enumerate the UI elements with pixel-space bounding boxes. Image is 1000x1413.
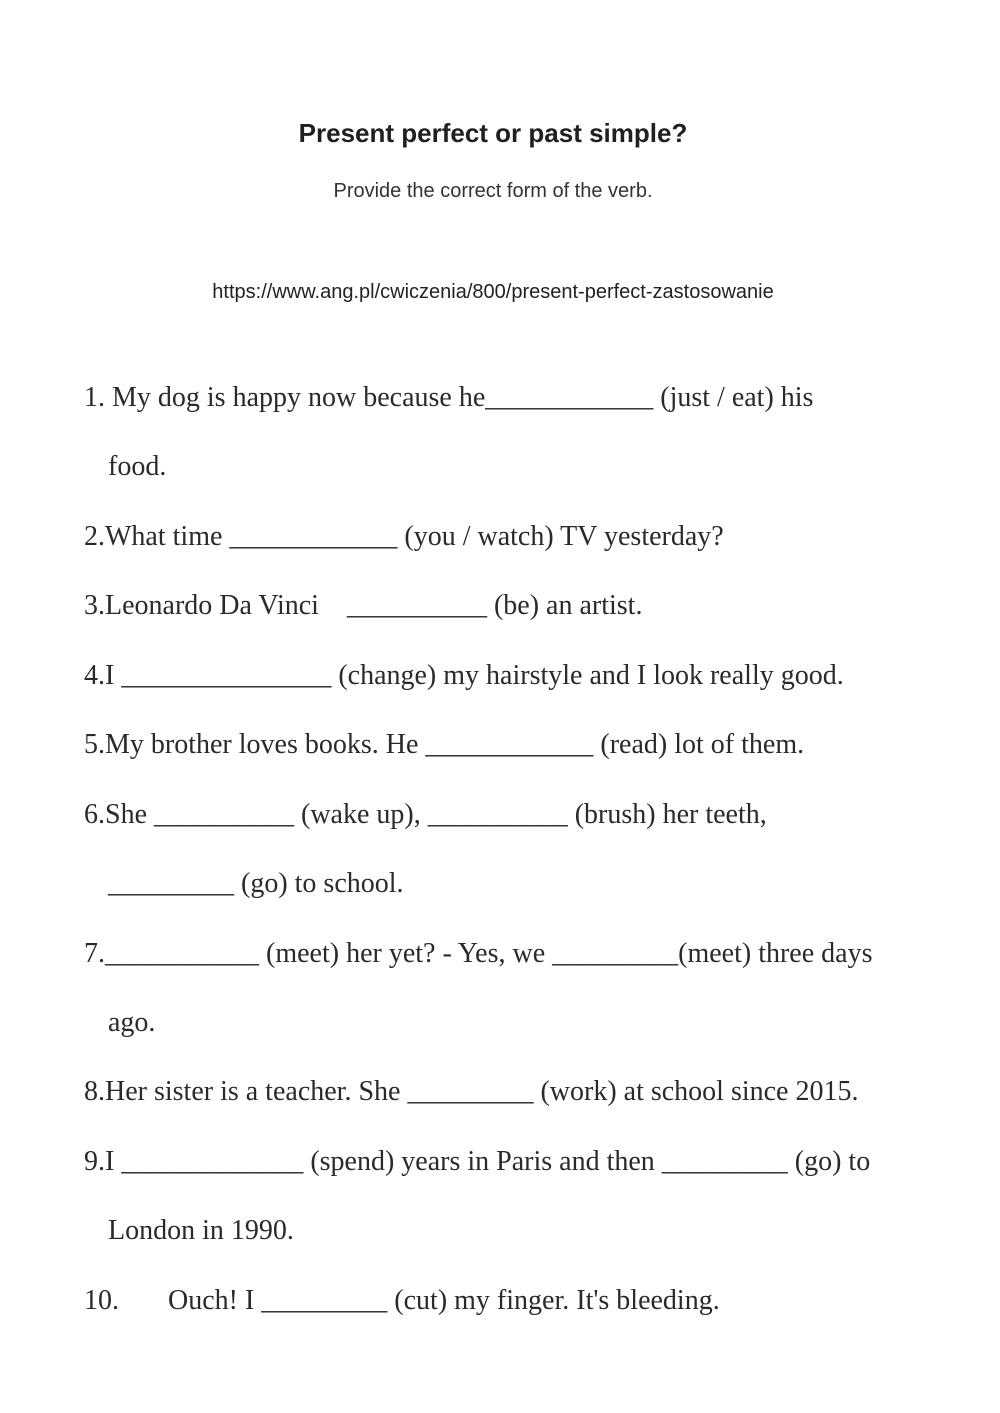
source-url: https://www.ang.pl/cwiczenia/800/present-perfect-zastosowanie (212, 281, 774, 303)
exercise-9-line-1: 9.I _____________ (spend) years in Paris and then _________ (go) to (84, 1146, 871, 1177)
worksheet-title: Present perfect or past simple? (298, 118, 688, 148)
exercise-10-line-1: 10. Ouch! I _________ (cut) my finger. It's bleeding. (84, 1285, 720, 1316)
exercise-7-line-1: 7.___________ (meet) her yet? - Yes, we _________(meet) three days (84, 938, 873, 969)
worksheet-instruction: Provide the correct form of the verb. (333, 180, 653, 202)
exercise-7-line-2: ago. (108, 1007, 156, 1038)
exercise-1-line-1: 1. My dog is happy now because he____________ (just / eat) his (84, 382, 814, 413)
exercise-2-line-1: 2.What time ____________ (you / watch) TV yesterday? (84, 521, 724, 552)
exercise-6-line-2: _________ (go) to school. (108, 868, 404, 899)
exercise-1-line-2: food. (108, 451, 167, 482)
exercise-6-line-1: 6.She __________ (wake up), __________ (brush) her teeth, (84, 799, 767, 830)
exercise-3-line-1: 3.Leonardo Da Vinci __________ (be) an artist. (84, 590, 643, 621)
exercise-5-line-1: 5.My brother loves books. He ____________ (read) lot of them. (84, 729, 805, 760)
exercise-8-line-1: 8.Her sister is a teacher. She _________ (work) at school since 2015. (84, 1076, 859, 1107)
exercise-4-line-1: 4.I _______________ (change) my hairstyle and I look really good. (84, 660, 844, 691)
exercise-9-line-2: London in 1990. (108, 1215, 294, 1246)
